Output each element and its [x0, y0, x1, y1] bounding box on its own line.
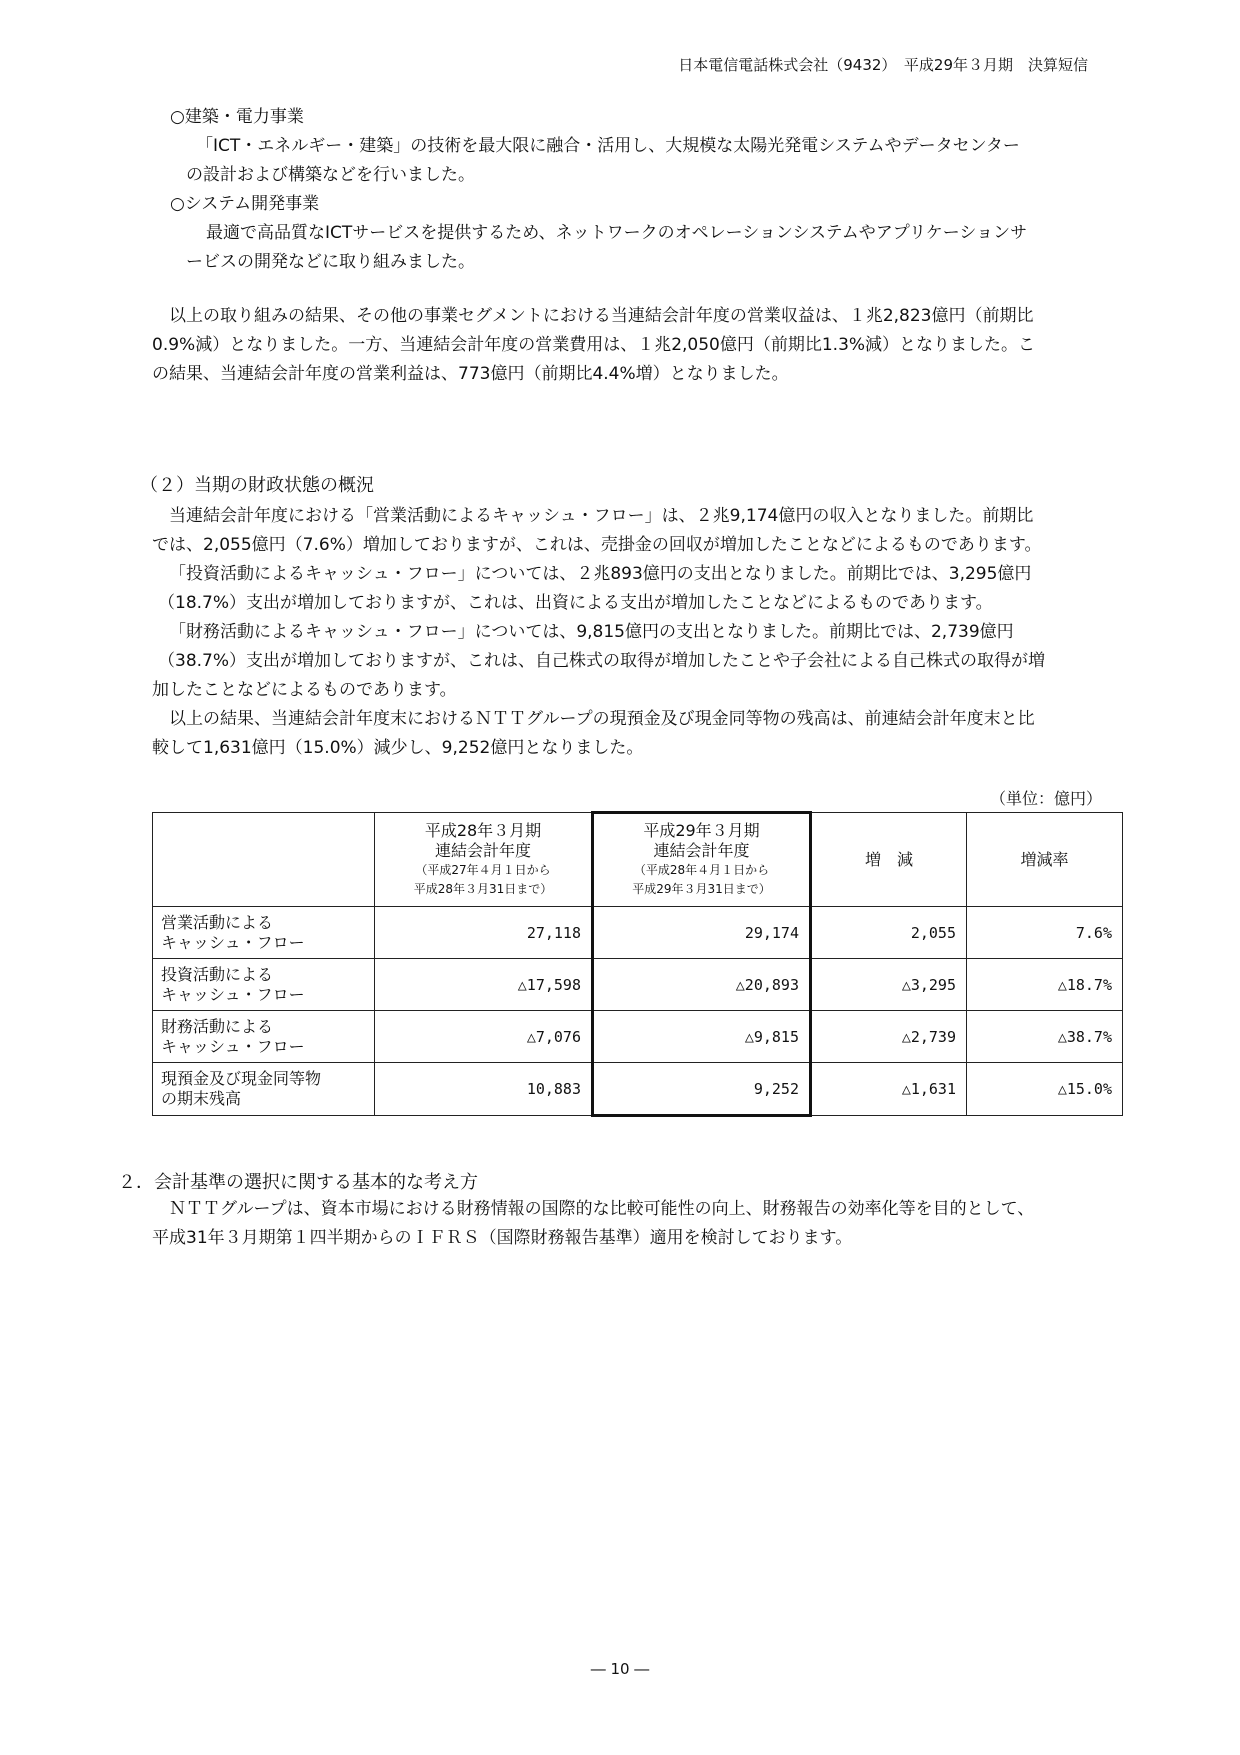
construction-section	[170, 103, 1020, 190]
accounting-standards-paragraph	[152, 1195, 1034, 1253]
paragraph-line: 「財務活動によるキャッシュ・フロー」については、9,815億円の支出となりました。前期比では、2,739億円	[169, 622, 1014, 642]
header-curr-year	[593, 813, 811, 907]
system-body-line: ービスの開発などに取り組みました。	[186, 252, 475, 272]
rate-value: △18.7%	[967, 959, 1123, 1011]
paragraph-line: 加したことなどによるものであります。	[152, 680, 457, 700]
prev-value: △17,598	[375, 959, 593, 1011]
system-body-line: 最適で高品質なICTサービスを提供するため、ネットワークのオペレーションシステムやアプリケーションサ	[206, 223, 1028, 243]
header-curr-period: 平成29年３月期	[643, 821, 760, 840]
change-value: △1,631	[811, 1063, 967, 1116]
header-label-cell	[153, 813, 375, 907]
segment-results-paragraph	[152, 302, 1035, 389]
row-label-line2: キャッシュ・フロー	[161, 984, 305, 1004]
rate-value: △15.0%	[967, 1063, 1123, 1116]
curr-value: 29,174	[593, 907, 811, 959]
table-row	[153, 1063, 1123, 1116]
cash-flow-table	[152, 811, 1123, 1117]
paragraph-line: ＮＴＴグループは、資本市場における財務情報の国際的な比較可能性の向上、財務報告の効率化等を目的として、	[169, 1199, 1035, 1219]
header-curr-fiscal: 連結会計年度	[653, 841, 750, 860]
prev-value: 10,883	[375, 1063, 593, 1116]
prev-value: △7,076	[375, 1011, 593, 1063]
table-row	[153, 907, 1123, 959]
change-value: 2,055	[811, 907, 967, 959]
row-label	[153, 1063, 375, 1116]
paragraph-line: （18.7%）支出が増加しておりますが、これは、出資による支出が増加したことなどによるものであります。	[158, 593, 993, 613]
curr-value: 9,252	[593, 1063, 811, 1116]
header-rate: 増減率	[967, 813, 1123, 907]
change-value: △3,295	[811, 959, 967, 1011]
curr-value: △9,815	[593, 1011, 811, 1063]
header-change: 増 減	[811, 813, 967, 907]
paragraph-line: 0.9%減）となりました。一方、当連結会計年度の営業費用は、１兆2,050億円（前期比1.3%減）となりました。こ	[152, 335, 1036, 355]
row-label	[153, 959, 375, 1011]
prev-value: 27,118	[375, 907, 593, 959]
paragraph-line: 較して1,631億円（15.0%）減少し、9,252億円となりました。	[152, 738, 644, 758]
row-label	[153, 907, 375, 959]
header-prev-range-start: （平成27年４月１日から	[415, 862, 551, 877]
paragraph-line: 以上の結果、当連結会計年度末におけるＮＴＴグループの現預金及び現金同等物の残高は、前連結会計年度末と比	[169, 709, 1035, 729]
paragraph-line: （38.7%）支出が増加しておりますが、これは、自己株式の取得が増加したことや子会社による自己株式の取得が増	[158, 651, 1046, 671]
row-label-line1: 現預金及び現金同等物	[161, 1069, 322, 1088]
header-prev-range-end: 平成28年３月31日まで）	[413, 881, 553, 896]
table-unit-label: （単位：億円）	[990, 789, 1103, 808]
table-row	[153, 1011, 1123, 1063]
page-number: ― 10 ―	[590, 1660, 650, 1678]
header-curr-range-start: （平成28年４月１日から	[633, 863, 770, 877]
change-value: △2,739	[811, 1011, 967, 1063]
accounting-standards-title: ２．会計基準の選択に関する基本的な考え方	[118, 1172, 478, 1193]
construction-body-line: 「ICT・エネルギー・建築」の技術を最大限に融合・活用し、大規模な太陽光発電システムやデータセンター	[196, 136, 1020, 156]
table-row	[153, 959, 1123, 1011]
paragraph-line: の結果、当連結会計年度の営業利益は、773億円（前期比4.4%増）となりました。	[152, 364, 789, 384]
system-title: ○システム開発事業	[170, 194, 320, 214]
header-prev-period: 平成28年３月期	[424, 820, 542, 840]
rate-value: △38.7%	[967, 1011, 1123, 1063]
header-curr-range-end: 平成29年３月31日まで）	[632, 882, 771, 896]
paragraph-line: 平成31年３月期第１四半期からのＩＦＲＳ（国際財務報告基準）適用を検討しております。	[152, 1228, 853, 1248]
table-header-row	[153, 813, 1123, 907]
curr-value: △20,893	[593, 959, 811, 1011]
row-label-line2: の期末残高	[161, 1089, 242, 1108]
construction-body-line: の設計および構築などを行いました。	[186, 165, 475, 185]
row-label-line1: 投資活動による	[161, 964, 274, 984]
paragraph-line: 当連結会計年度における「営業活動によるキャッシュ・フロー」は、２兆9,174億円の収入となりました。前期比	[169, 506, 1034, 526]
paragraph-line: 「投資活動によるキャッシュ・フロー」については、２兆893億円の支出となりました。前期比では、3,295億円	[169, 564, 1032, 584]
rate-value: 7.6%	[967, 907, 1123, 959]
paragraph-line: では、2,055億円（7.6%）増加しておりますが、これは、売掛金の回収が増加したことなどによるものであります。	[152, 535, 1042, 555]
row-label	[153, 1011, 375, 1063]
row-label-line2: キャッシュ・フロー	[161, 932, 305, 952]
financial-position-paragraph	[152, 502, 1045, 763]
row-label-line2: キャッシュ・フロー	[161, 1036, 305, 1056]
row-label-line1: 財務活動による	[161, 1016, 274, 1036]
paragraph-line: 以上の取り組みの結果、その他の事業セグメントにおける当連結会計年度の営業収益は、１兆2,823億円（前期比	[169, 306, 1034, 326]
section-title: （２）当期の財政状態の概況	[140, 475, 374, 496]
header-prev-fiscal: 連結会計年度	[434, 840, 531, 860]
header-prev-year	[375, 813, 593, 907]
system-section	[170, 190, 1027, 277]
construction-title: ○建築・電力事業	[170, 107, 304, 127]
page-header: 日本電信電話株式会社（9432） 平成29年３月期 決算短信	[678, 56, 1088, 74]
row-label-line1: 営業活動による	[161, 912, 274, 932]
